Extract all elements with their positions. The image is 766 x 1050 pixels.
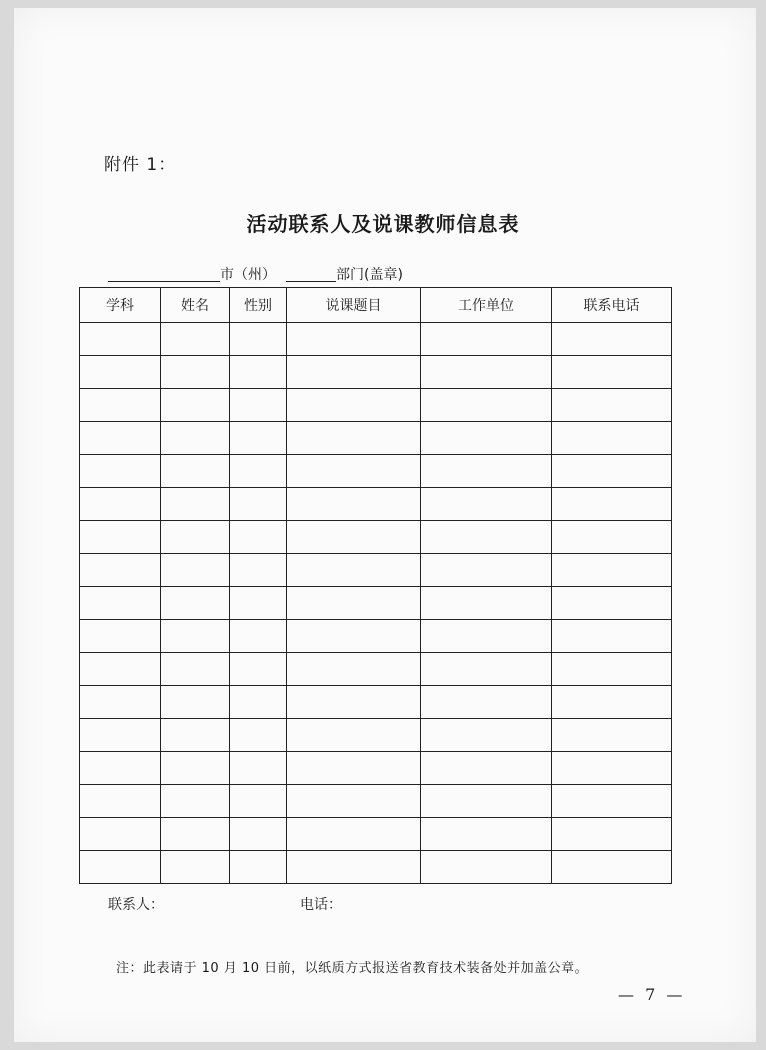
table-cell [161,323,230,356]
table-cell [230,554,287,587]
table-cell [230,818,287,851]
table-cell [552,653,672,686]
table-cell [230,653,287,686]
table-cell [552,851,672,884]
table-cell [287,587,421,620]
table-cell [230,356,287,389]
page-title: 活动联系人及说课教师信息表 [246,212,520,236]
table-row [80,686,672,719]
table-cell [230,620,287,653]
table-row [80,851,672,884]
table-cell [421,851,552,884]
table-cell [552,323,672,356]
table-cell [552,620,672,653]
table-row [80,752,672,785]
table-row [80,785,672,818]
table-row [80,521,672,554]
table-cell [552,752,672,785]
attachment-label: 附件 1： [104,155,177,175]
table-cell [161,455,230,488]
table-row [80,422,672,455]
table-cell [80,653,161,686]
table-row [80,653,672,686]
table-cell [552,587,672,620]
col-header-topic: 说课题目 [287,288,421,323]
table-cell [552,455,672,488]
table-cell [421,620,552,653]
dept-blank [286,281,336,282]
table-row [80,488,672,521]
table-row [80,455,672,488]
table-cell [552,521,672,554]
table-cell [230,719,287,752]
table-cell [80,620,161,653]
table-cell [287,323,421,356]
contact-label: 联系人： [108,897,164,913]
table-cell [421,587,552,620]
table-cell [230,587,287,620]
table-cell [161,686,230,719]
table-cell [80,719,161,752]
table-row [80,389,672,422]
table-cell [552,818,672,851]
city-blank [108,281,220,282]
table-cell [421,521,552,554]
table-cell [287,620,421,653]
table-cell [552,719,672,752]
table-cell [421,488,552,521]
table-cell [421,818,552,851]
table-cell [421,752,552,785]
table-cell [287,719,421,752]
table-cell [161,422,230,455]
table-row [80,587,672,620]
form-subheader [108,264,438,284]
table-cell [161,719,230,752]
table-cell [161,356,230,389]
table-cell [80,785,161,818]
table-cell [421,785,552,818]
phone-label: 电话： [300,897,342,913]
table-cell [80,356,161,389]
info-table [79,287,672,884]
table-cell [80,521,161,554]
table-cell [552,356,672,389]
table-cell [287,752,421,785]
table-row [80,719,672,752]
table-cell [161,785,230,818]
table-cell [80,488,161,521]
table-cell [230,752,287,785]
table-cell [161,389,230,422]
table-cell [161,752,230,785]
table-cell [552,686,672,719]
table-header-row [80,288,672,323]
table-cell [230,488,287,521]
table-row [80,356,672,389]
table-cell [287,554,421,587]
table-cell [230,785,287,818]
table-cell [161,620,230,653]
col-header-name: 姓名 [161,288,230,323]
table-cell [230,389,287,422]
table-cell [230,521,287,554]
table-row [80,554,672,587]
table-cell [230,323,287,356]
table-cell [421,422,552,455]
table-cell [80,554,161,587]
table-cell [161,851,230,884]
table-cell [421,653,552,686]
table-cell [287,422,421,455]
table-cell [287,389,421,422]
table-cell [421,389,552,422]
table-cell [161,521,230,554]
table-cell [287,455,421,488]
table-cell [421,323,552,356]
col-header-employer: 工作单位 [421,288,552,323]
table-cell [80,818,161,851]
table-cell [230,455,287,488]
table-cell [421,455,552,488]
city-label: 市（州） [220,267,276,283]
table-cell [80,323,161,356]
table-cell [80,686,161,719]
table-cell [161,818,230,851]
table-cell [161,653,230,686]
table-cell [230,851,287,884]
table-cell [161,554,230,587]
table-cell [287,653,421,686]
table-cell [552,554,672,587]
table-cell [80,455,161,488]
table-cell [287,488,421,521]
table-cell [421,554,552,587]
table-cell [230,686,287,719]
table-row [80,818,672,851]
col-header-subject: 学科 [80,288,161,323]
table-cell [287,686,421,719]
table-cell [80,752,161,785]
table-cell [287,818,421,851]
table-row [80,323,672,356]
table-cell [80,851,161,884]
table-cell [80,587,161,620]
table-cell [287,356,421,389]
table-row [80,620,672,653]
table-cell [80,389,161,422]
submission-note: 注：此表请于 10 月 10 日前，以纸质方式报送省教育技术装备处并加盖公章。 [116,961,589,976]
col-header-gender: 性别 [230,288,287,323]
table-cell [287,851,421,884]
table-cell [421,719,552,752]
table-cell [552,488,672,521]
table-cell [161,587,230,620]
table-cell [552,785,672,818]
table-cell [161,488,230,521]
table-cell [287,521,421,554]
page-number: — 7 — [618,985,686,1004]
table-cell [552,422,672,455]
table-body [80,323,672,884]
table-cell [421,356,552,389]
table-cell [80,422,161,455]
col-header-phone: 联系电话 [552,288,672,323]
dept-label: 部门(盖章) [336,267,403,283]
table-cell [421,686,552,719]
table-cell [552,389,672,422]
table-cell [287,785,421,818]
table-cell [230,422,287,455]
